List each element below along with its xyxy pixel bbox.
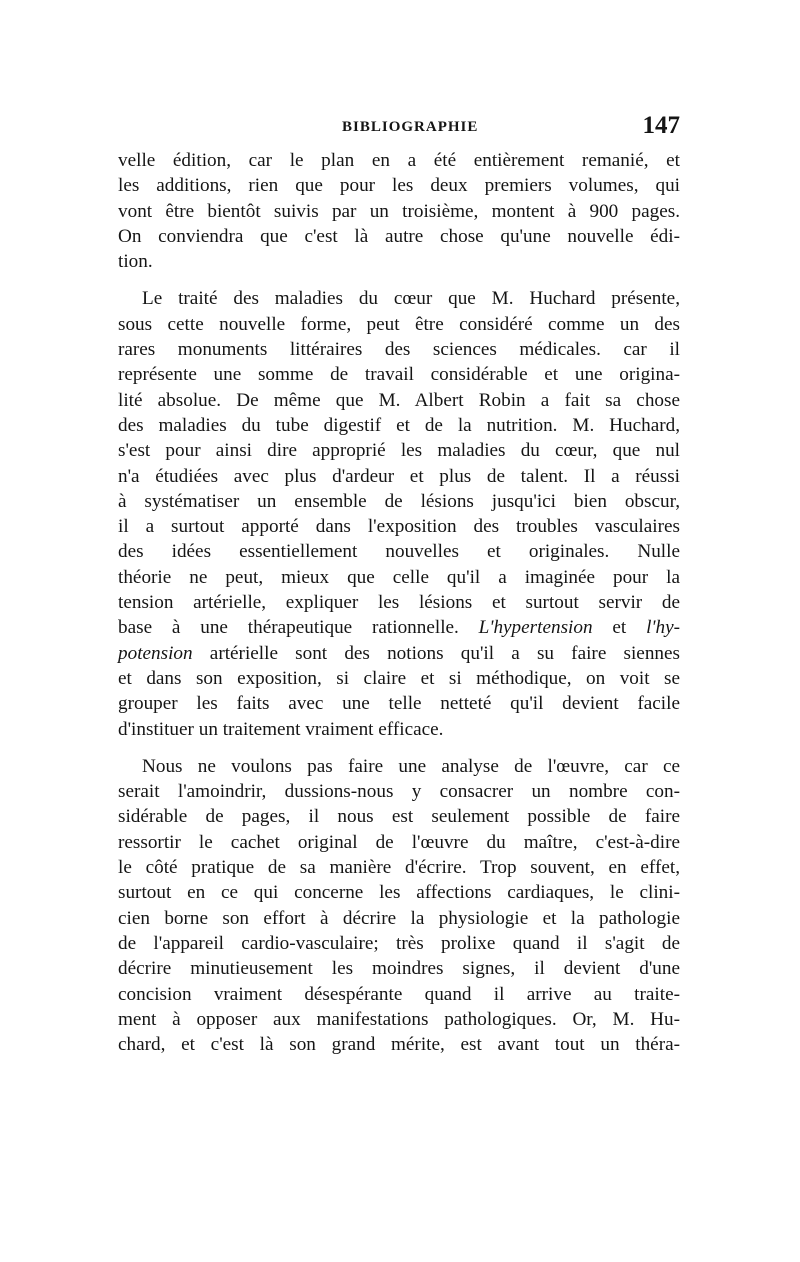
- text-line: sous cette nouvelle forme, peut être considéré comme un des: [118, 313, 680, 335]
- running-title: BIBLIOGRAPHIE: [342, 119, 479, 135]
- text-line: n'a étudiées avec plus d'ardeur et plus de talent. Il a réussi: [118, 465, 680, 487]
- text-line: décrire minutieusement les moindres signes, il devient d'une: [118, 958, 680, 980]
- paragraph-3: [118, 754, 680, 1058]
- text-line: ressortir le cachet original de l'œuvre du maître, c'est-à-dire: [118, 831, 680, 853]
- page-number: 147: [642, 112, 680, 139]
- text-line: s'est pour ainsi dire approprié les maladies du cœur, que nul: [118, 440, 680, 462]
- text-line: tion.: [118, 251, 153, 273]
- text-run: artérielle sont des notions qu'il a su faire siennes: [192, 642, 680, 664]
- text-run: base à une thérapeutique rationnelle.: [118, 617, 479, 639]
- text-line: vont être bientôt suivis par un troisième, montent à 900 pages.: [118, 200, 680, 222]
- text-line: des idées essentiellement nouvelles et originales. Nulle: [118, 541, 680, 563]
- text-line: surtout en ce qui concerne les affections cardiaques, le clini-: [118, 882, 680, 904]
- text-line-with-italics: [118, 641, 680, 666]
- italic-term: l'hy-: [646, 617, 680, 639]
- text-run: et: [592, 617, 647, 639]
- body-text: [118, 148, 680, 1057]
- text-line: et dans son exposition, si claire et si méthodique, on voit se: [118, 667, 680, 689]
- paragraph-2: [118, 286, 680, 741]
- text-line: On conviendra que c'est là autre chose qu'une nouvelle édi-: [118, 225, 680, 247]
- text-line: sidérable de pages, il nous est seulement possible de faire: [118, 806, 680, 828]
- text-line: grouper les faits avec une telle netteté qu'il devient facile: [118, 693, 680, 715]
- paragraph-1: [118, 148, 680, 274]
- text-line: le côté pratique de sa manière d'écrire. Trop souvent, en effet,: [118, 857, 680, 879]
- text-line: rares monuments littéraires des sciences médicales. car il: [118, 339, 680, 361]
- italic-term: L'hypertension: [478, 617, 593, 639]
- book-page: [118, 112, 680, 1057]
- text-line: représente une somme de travail considérable et une origina-: [118, 364, 680, 386]
- text-line: à systématiser un ensemble de lésions jusqu'ici bien obscur,: [118, 490, 680, 512]
- text-line: ment à opposer aux manifestations pathologiques. Or, M. Hu-: [118, 1008, 680, 1030]
- text-line: les additions, rien que pour les deux premiers volumes, qui: [118, 175, 680, 197]
- text-line: serait l'amoindrir, dussions-nous y consacrer un nombre con-: [118, 781, 680, 803]
- text-line-with-italics: [118, 615, 680, 640]
- text-line: chard, et c'est là son grand mérite, est avant tout un théra-: [118, 1034, 680, 1056]
- text-line: Le traité des maladies du cœur que M. Huchard présente,: [142, 288, 680, 310]
- text-line: il a surtout apporté dans l'exposition des troubles vasculaires: [118, 516, 680, 538]
- text-line: velle édition, car le plan en a été entièrement remanié, et: [118, 150, 680, 171]
- italic-term: potension: [118, 642, 193, 664]
- text-line: des maladies du tube digestif et de la nutrition. M. Huchard,: [118, 414, 680, 436]
- text-line: cien borne son effort à décrire la physiologie et la pathologie: [118, 907, 680, 929]
- text-line: théorie ne peut, mieux que celle qu'il a imaginée pour la: [118, 566, 680, 588]
- running-head: [118, 112, 680, 148]
- text-line: concision vraiment désespérante quand il arrive au traite-: [118, 983, 680, 1005]
- text-line: d'instituer un traitement vraiment efficace.: [118, 718, 444, 740]
- text-line: Nous ne voulons pas faire une analyse de l'œuvre, car ce: [142, 755, 680, 777]
- text-line: de l'appareil cardio-vasculaire; très prolixe quand il s'agit de: [118, 932, 680, 954]
- text-line: lité absolue. De même que M. Albert Robin a fait sa chose: [118, 389, 680, 411]
- text-line: tension artérielle, expliquer les lésions et surtout servir de: [118, 592, 680, 614]
